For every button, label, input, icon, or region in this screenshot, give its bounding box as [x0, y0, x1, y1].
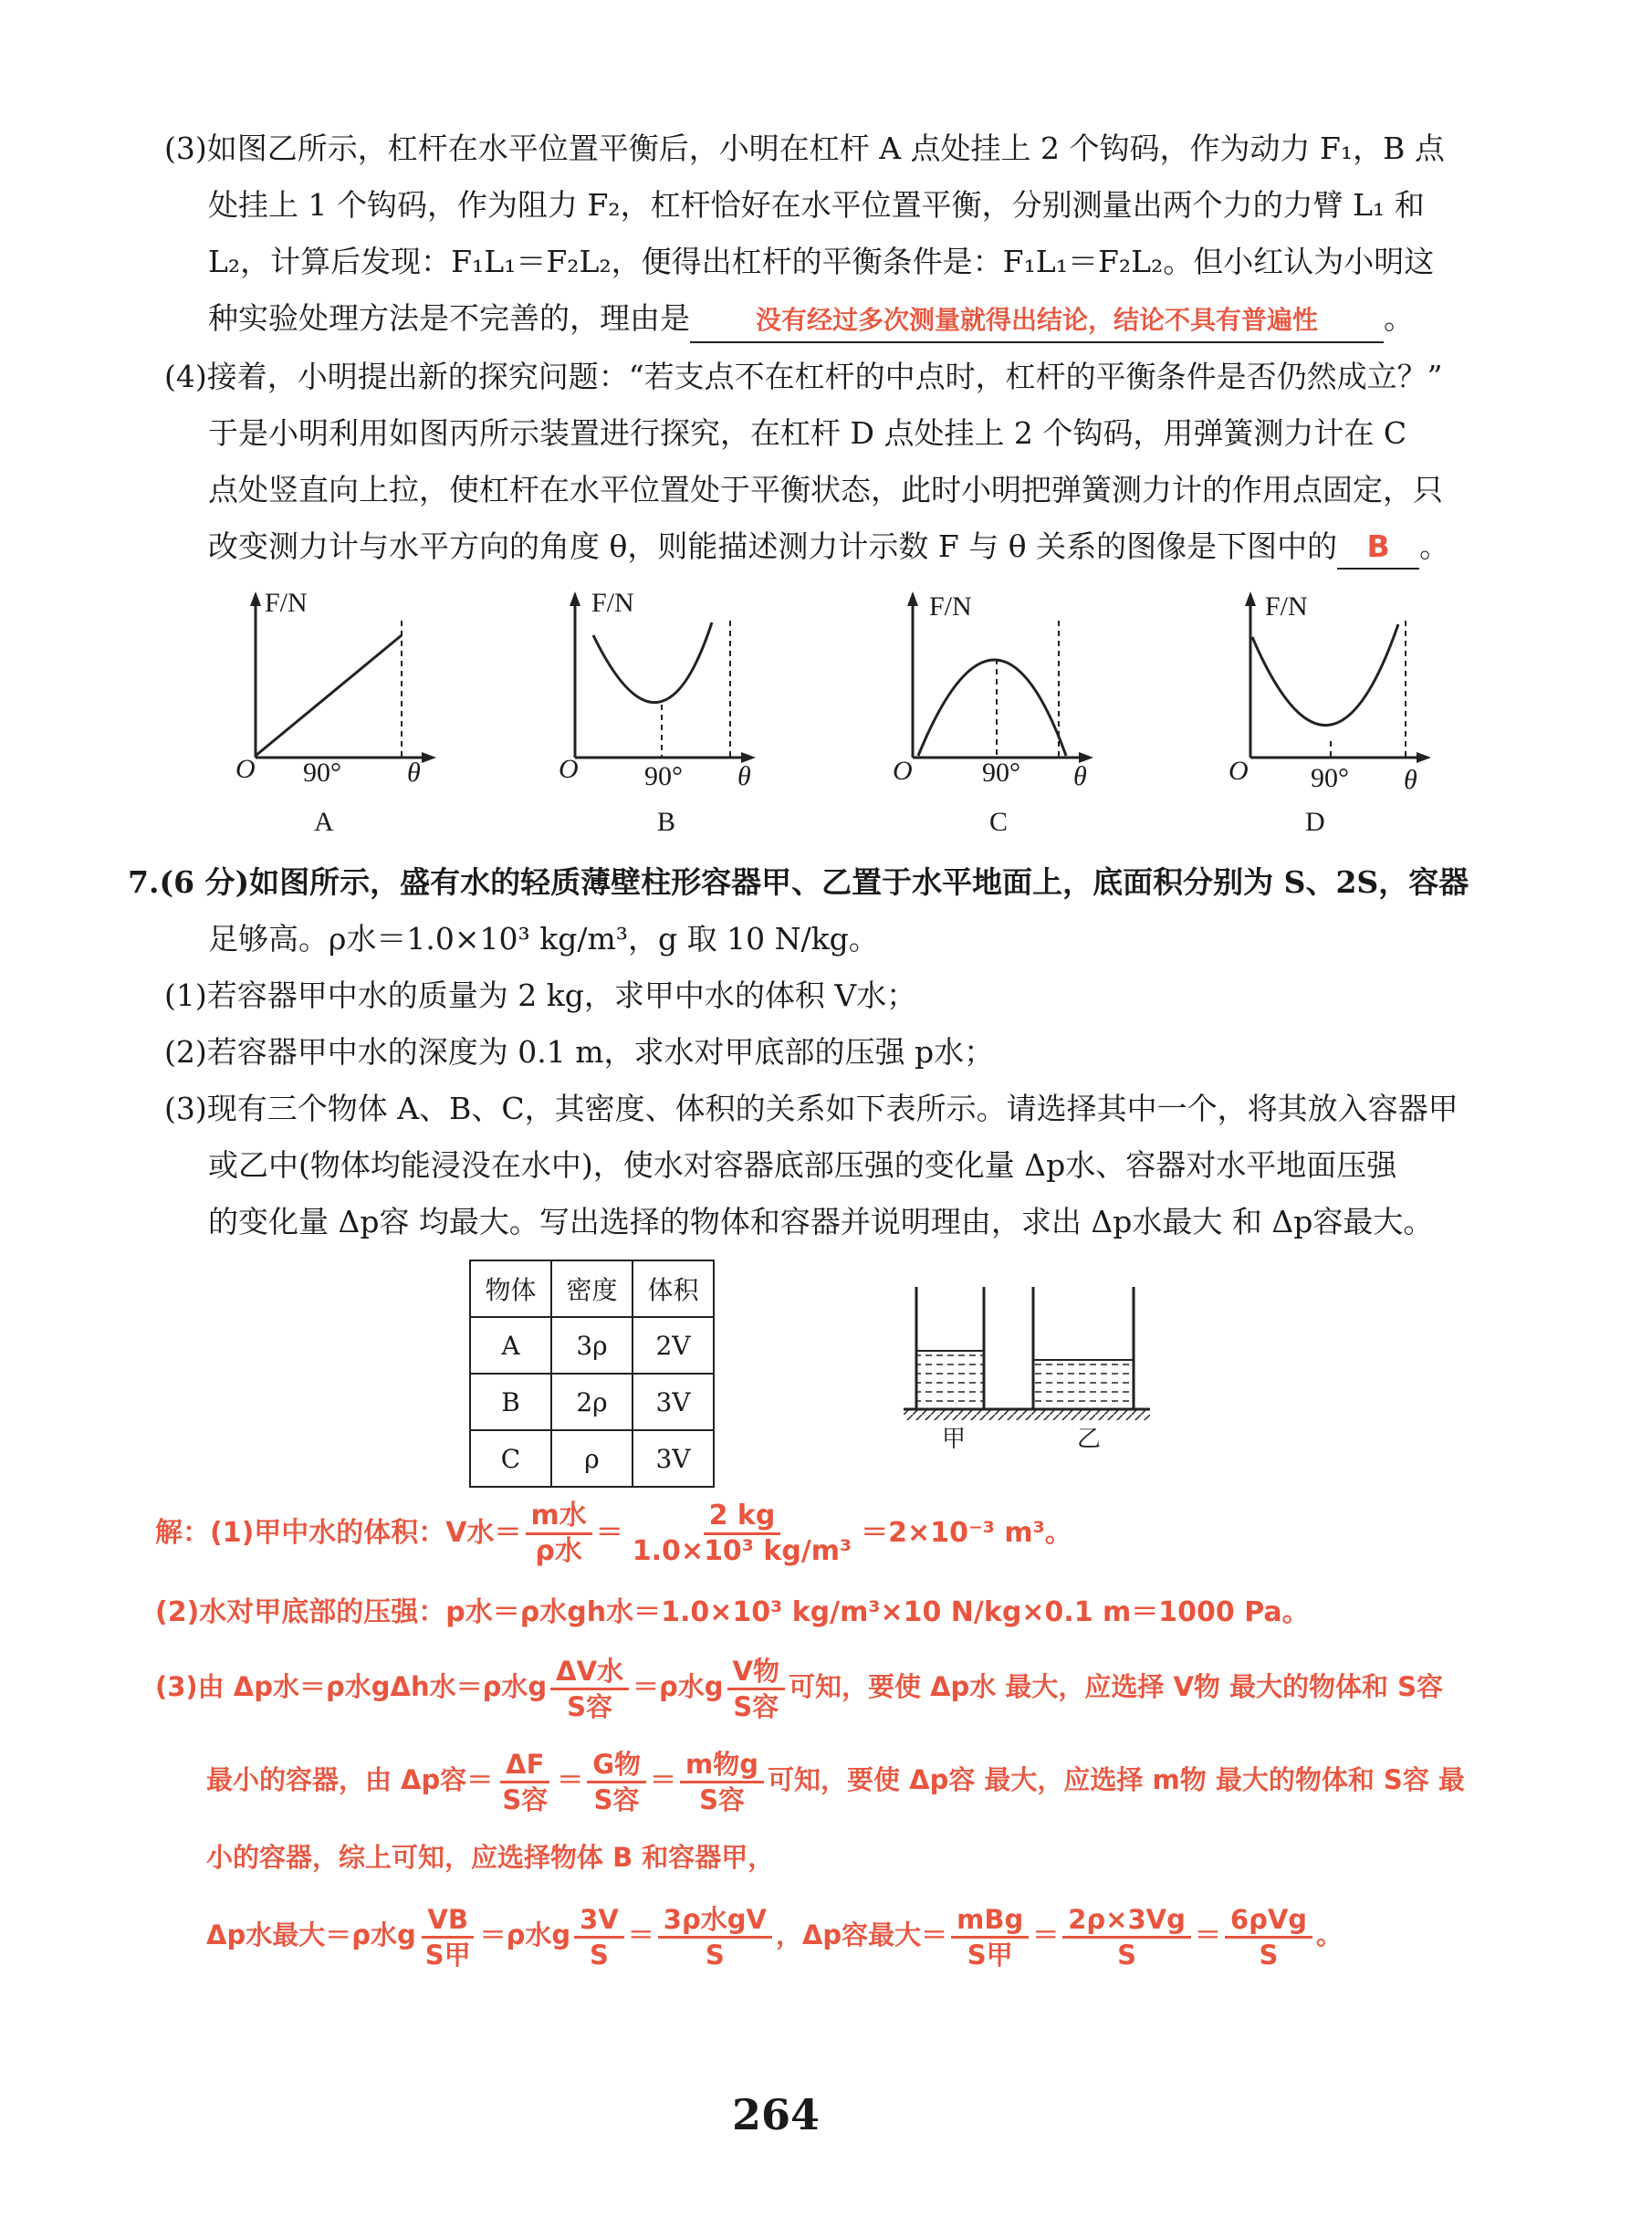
sol4-frac1: [497, 1748, 553, 1816]
graph-a-letter: A: [314, 807, 334, 837]
sol6-frac3: [658, 1903, 772, 1971]
sol3-frac2-num: V物: [727, 1655, 785, 1690]
q6-p3-line1: (3)如图乙所示，杠杆在水平位置平衡后，小明在杠杆 A 点处挂上 2 个钩码，作为动力 F₁，B 点: [164, 131, 1445, 166]
sol6-eq3: ＝: [1032, 1919, 1060, 1950]
sol6-frac2-num: 3V: [574, 1903, 624, 1939]
sol6-frac2-den: S: [590, 1939, 609, 1971]
table-header-cell: 体积: [633, 1260, 714, 1317]
containers-figure: [904, 1278, 1150, 1433]
graph-b-curve: [593, 622, 712, 703]
sol6-frac5-den: S: [1117, 1939, 1136, 1971]
sol1-frac1-num: m水: [526, 1500, 592, 1535]
sol1-frac2: [627, 1500, 857, 1568]
q6-p3-line4-text: 种实验处理方法是不完善的，理由是: [208, 300, 690, 336]
sol6-frac6-num: 6ρVg: [1225, 1903, 1312, 1939]
sol3-text: (3)由 Δp水＝ρ水gΔh水＝ρ水g: [155, 1671, 548, 1702]
sol3-tail: 可知，要使 Δp水 最大，应选择 V物 最大的物体和 S容: [789, 1671, 1444, 1702]
graph-c-tick: 90°: [982, 758, 1020, 788]
sol3-frac2-den: S容: [733, 1690, 779, 1722]
sol6-frac1-den: S甲: [424, 1939, 471, 1971]
q6-p3-answer: 没有经过多次测量就得出结论，结论不具有普遍性: [690, 299, 1384, 343]
property-table: [469, 1260, 715, 1488]
graph-c-xlabel: θ: [1073, 761, 1087, 791]
sol6-eq4: ＝: [1194, 1919, 1221, 1950]
sol6-frac4-den: S甲: [967, 1939, 1013, 1971]
q7-sub1: (1)若容器甲中水的质量为 2 kg，求甲中水的体积 V水；: [164, 978, 917, 1013]
q6-p4-line3: 点处竖直向上拉，使杠杆在水平位置处于平衡状态，此时小明把弹簧测力计的作用点固定，只: [208, 472, 1443, 507]
container-label-jia: 甲: [942, 1426, 967, 1452]
ground-hatch: [904, 1409, 1150, 1420]
sol4-frac3-num: m物g: [680, 1748, 764, 1783]
table-cell: 2V: [633, 1317, 714, 1374]
graph-a-curve: [256, 635, 402, 756]
sol6-frac2: [574, 1903, 624, 1971]
sol6-frac4: [951, 1903, 1029, 1971]
sol1-text: 解：(1)甲中水的体积：V水＝: [155, 1517, 522, 1549]
q6-p3-line4: [208, 298, 1414, 343]
sol6-frac3-num: 3ρ水gV: [658, 1903, 772, 1939]
graph-c-curve: [918, 660, 1066, 756]
sol6-eq1: ＝ρ水g: [479, 1919, 571, 1950]
page-number: 264: [732, 2090, 821, 2139]
graph-b-y-arrow: [570, 591, 580, 606]
q6-p3-line4-end: 。: [1384, 300, 1414, 336]
graph-a-ylabel: F/N: [265, 588, 308, 618]
sol6-end: 。: [1316, 1919, 1344, 1950]
sol6-frac1-num: VB: [422, 1903, 474, 1939]
table-cell: 3V: [633, 1374, 714, 1430]
table-row: [470, 1374, 714, 1430]
sol4-frac3-den: S容: [699, 1783, 745, 1815]
q6-p4-line2: 于是小明利用如图丙所示装置进行探究，在杠杆 D 点处挂上 2 个钩码，用弹簧测力计在 C: [208, 415, 1407, 451]
graph-d-tick: 90°: [1311, 763, 1349, 793]
sol3-frac1: [550, 1655, 629, 1723]
table-cell: 3V: [633, 1430, 714, 1487]
sol4-frac1-den: S容: [502, 1783, 549, 1815]
sol3-frac2: [727, 1655, 785, 1723]
water-jia: [916, 1351, 984, 1409]
solution-line3: [155, 1650, 1443, 1723]
graph-a-tick: 90°: [303, 758, 341, 788]
q6-p4-line4-end: 。: [1419, 528, 1450, 564]
graph-b-ylabel: F/N: [591, 588, 634, 618]
container-label-yi: 乙: [1077, 1426, 1102, 1452]
graph-d-xlabel: θ: [1404, 765, 1417, 795]
table-cell: B: [470, 1374, 551, 1430]
q7-sub2: (2)若容器甲中水的深度为 0.1 m，求水对甲底部的压强 p水；: [164, 1034, 995, 1070]
graph-a-origin: O: [235, 754, 256, 784]
table-cell: C: [470, 1430, 551, 1487]
graph-a-y-arrow: [250, 591, 261, 606]
graph-a-xlabel: θ: [407, 758, 421, 788]
solution-line5: 小的容器，综上可知，应选择物体 B 和容器甲，: [206, 1842, 775, 1873]
sol6-frac6-den: S: [1259, 1939, 1279, 1971]
q6-p4-line4-text: 改变测力计与水平方向的角度 θ，则能描述测力计示数 F 与 θ 关系的图像是下图中的: [208, 528, 1338, 564]
q7-sub3-line2: 或乙中(物体均能浸没在水中)，使水对容器底部压强的变化量 Δp水、容器对水平地面压强: [208, 1147, 1397, 1183]
sol1-eq: ＝: [595, 1517, 623, 1549]
graph-b-tick: 90°: [644, 761, 683, 791]
q7-sub3-line1: (3)现有三个物体 A、B、C，其密度、体积的关系如下表所示。请选择其中一个，将其放入容器甲: [164, 1091, 1459, 1126]
q7-line2: 足够高。ρ水＝1.0×10³ kg/m³，g 取 10 N/kg。: [208, 921, 879, 957]
sol6-frac4-num: mBg: [951, 1903, 1029, 1939]
sol1-frac2-num: 2 kg: [704, 1500, 781, 1535]
sol6-mid: ，Δp容最大＝: [775, 1919, 948, 1950]
sol6-frac6: [1225, 1903, 1312, 1971]
solution-line2: (2)水对甲底部的压强：p水＝ρ水gh水＝1.0×10³ kg/m³×10 N/kg×0.1 m＝1000 Pa。: [155, 1596, 1310, 1628]
table-header-cell: 物体: [470, 1260, 551, 1317]
graph-d-letter: D: [1305, 807, 1325, 837]
sol6-frac3-den: S: [705, 1939, 725, 1971]
graph-d-y-arrow: [1245, 591, 1256, 606]
graph-d-ylabel: F/N: [1265, 591, 1308, 622]
sol6-frac5: [1062, 1903, 1191, 1971]
sol1-frac1: [526, 1500, 592, 1568]
table-header-cell: 密度: [551, 1260, 633, 1317]
sol4-frac1-num: ΔF: [500, 1748, 549, 1783]
table-cell: 2ρ: [551, 1374, 633, 1430]
solution-line6: [206, 1898, 1343, 1971]
q6-p4-line4: [208, 526, 1449, 570]
sol4-frac2-num: G物: [587, 1748, 646, 1783]
graph-d-origin: O: [1229, 756, 1249, 786]
graph-b-xlabel: θ: [737, 761, 751, 791]
sol6-frac5-num: 2ρ×3Vg: [1062, 1903, 1191, 1939]
table-row: [470, 1317, 714, 1374]
q6-p3-line2: 处挂上 1 个钩码，作为阻力 F₂，杠杆恰好在水平位置平衡，分别测量出两个力的力臂 L₁ 和: [208, 187, 1425, 223]
sol4-eq1: ＝: [557, 1764, 584, 1795]
graph-a-x-arrow: [422, 752, 436, 763]
graph-d-curve: [1252, 624, 1398, 726]
sol6-frac1: [420, 1903, 476, 1971]
sol4-text: 最小的容器，由 Δp容＝: [206, 1764, 494, 1795]
sol3-eq: ＝ρ水g: [633, 1671, 724, 1702]
graph-c-origin: O: [893, 756, 913, 786]
solution-line4: [206, 1743, 1465, 1816]
graph-d-x-arrow: [1417, 752, 1431, 763]
sol4-tail: 可知，要使 Δp容 最大，应选择 m物 最大的物体和 S容 最: [768, 1764, 1465, 1795]
q6-p3-line3: L₂，计算后发现：F₁L₁＝F₂L₂，便得出杠杆的平衡条件是：F₁L₁＝F₂L₂。但小红认为小明这: [208, 244, 1435, 279]
graph-c-y-arrow: [907, 591, 918, 606]
graph-c-ylabel: F/N: [929, 591, 972, 622]
water-yi: [1033, 1360, 1134, 1409]
q7-line1: [128, 862, 1469, 904]
sol6-text: Δp水最大＝ρ水g: [206, 1919, 416, 1950]
sol4-eq2: ＝: [650, 1764, 677, 1795]
sol1-result: ＝2×10⁻³ m³。: [861, 1517, 1072, 1549]
q7-sub3-line3: 的变化量 Δp容 均最大。写出选择的物体和容器并说明理由，求出 Δp水最大 和 Δp容最大。: [208, 1204, 1434, 1239]
sol3-frac1-den: S容: [567, 1690, 613, 1722]
sol4-frac2: [587, 1748, 646, 1816]
graph-b-letter: B: [657, 807, 676, 837]
table-cell: A: [470, 1317, 551, 1374]
graph-c-letter: C: [989, 807, 1009, 837]
sol4-frac2-den: S容: [593, 1783, 640, 1815]
table-cell: 3ρ: [551, 1317, 633, 1374]
table-cell: ρ: [551, 1430, 633, 1487]
sol6-eq2: ＝: [627, 1919, 654, 1950]
table-header-row: [470, 1260, 714, 1317]
graph-b-origin: O: [559, 754, 579, 784]
q6-p4-answer: B: [1337, 526, 1419, 570]
q7-text1: 7.(6 分)如图所示，盛有水的轻质薄壁柱形容器甲、乙置于水平地面上，底面积分别为 S、2S，容器: [128, 864, 1469, 900]
table-row: [470, 1430, 714, 1487]
sol1-frac1-den: ρ水: [535, 1535, 582, 1567]
q6-p4-line1: (4)接着，小明提出新的探究问题：“若支点不在杠杆的中点时，杠杆的平衡条件是否仍然成立？”: [164, 359, 1443, 394]
solution-line1: [155, 1497, 1072, 1570]
sol3-frac1-num: ΔV水: [550, 1655, 629, 1690]
sol4-frac3: [680, 1748, 764, 1816]
sol1-frac2-den: 1.0×10³ kg/m³: [632, 1535, 852, 1567]
